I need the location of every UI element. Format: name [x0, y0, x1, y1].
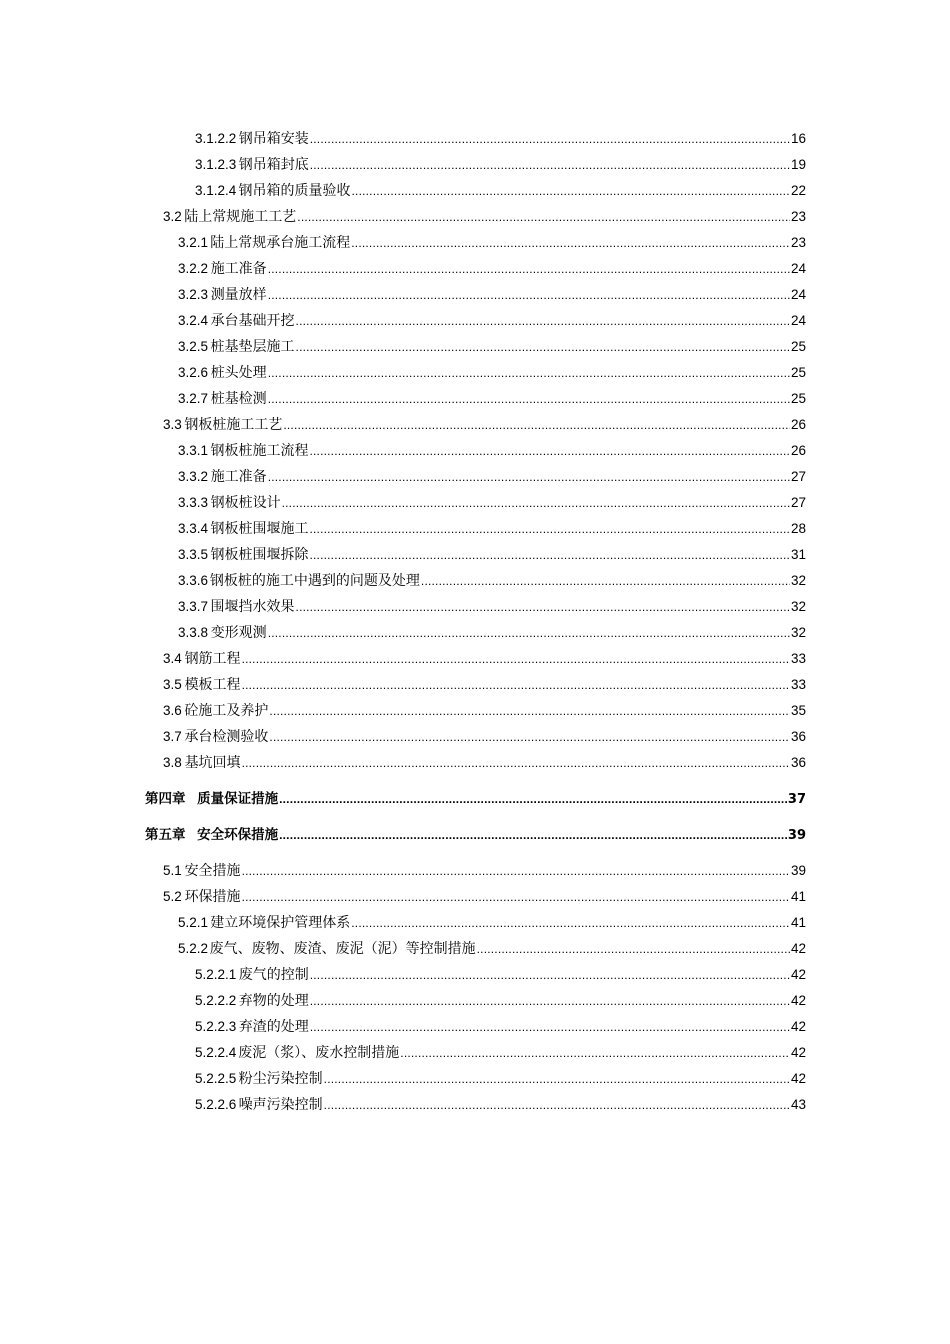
toc-entry-number: 3.2.5 — [178, 339, 209, 354]
dot-leader — [324, 1066, 790, 1092]
toc-entry-title: 钢吊箱的质量验收 — [238, 183, 351, 199]
toc-entry-number: 3.1.2.3 — [195, 157, 237, 172]
toc-entry-title: 钢吊箱封底 — [238, 157, 309, 173]
toc-entry[interactable] — [0, 256, 950, 282]
toc-entry-page-number: 42 — [790, 1045, 806, 1060]
toc-entry[interactable] — [0, 230, 950, 256]
toc-entry-title: 废气的控制 — [238, 967, 309, 983]
toc-entry-page-number: 25 — [790, 365, 806, 380]
toc-entry-title: 钢板桩施工工艺 — [184, 417, 283, 433]
toc-entry-title: 质量保证措施 — [197, 791, 279, 807]
dot-leader — [477, 936, 790, 962]
dot-leader — [268, 256, 790, 282]
toc-entry-page-number: 42 — [790, 967, 806, 982]
dot-leader — [269, 724, 790, 750]
table-of-contents — [0, 126, 950, 1118]
toc-entry-page-number: 39 — [787, 828, 806, 843]
toc-entry[interactable] — [0, 1092, 950, 1118]
dot-leader — [351, 910, 790, 936]
toc-entry[interactable] — [0, 542, 950, 568]
dot-leader — [297, 204, 790, 230]
toc-entry-page-number: 23 — [790, 235, 806, 250]
toc-entry[interactable] — [0, 126, 950, 152]
toc-entry-page-number: 39 — [790, 863, 806, 878]
dot-leader — [268, 464, 790, 490]
toc-entry-title: 环保措施 — [184, 889, 241, 905]
toc-entry-page-number: 27 — [790, 495, 806, 510]
toc-entry-title: 建立环境保护管理体系 — [210, 915, 351, 931]
toc-entry-number: 3.2.2 — [178, 261, 209, 276]
toc-entry-page-number: 42 — [790, 993, 806, 1008]
toc-entry-page-number: 16 — [790, 131, 806, 146]
toc-entry-title: 弃物的处理 — [238, 993, 309, 1009]
toc-entry[interactable] — [0, 698, 950, 724]
toc-entry-number: 3.4 — [163, 651, 182, 666]
toc-entry-number: 5.2.2.5 — [195, 1071, 237, 1086]
dot-leader — [310, 152, 790, 178]
toc-entry-number: 3.2.3 — [178, 287, 209, 302]
toc-entry-page-number: 42 — [790, 941, 806, 956]
toc-entry[interactable] — [0, 672, 950, 698]
toc-entry-title: 模板工程 — [184, 677, 241, 693]
dot-leader — [400, 1040, 790, 1066]
dot-leader — [296, 334, 790, 360]
toc-entry-number: 5.2.2.6 — [195, 1097, 237, 1112]
dot-leader — [324, 1092, 790, 1118]
dot-leader — [268, 360, 790, 386]
toc-entry-number: 5.2.1 — [178, 915, 209, 930]
toc-entry-number: 3.6 — [163, 703, 182, 718]
toc-entry-number: 3.7 — [163, 729, 182, 744]
toc-entry-title: 砼施工及养护 — [184, 703, 269, 719]
toc-entry-number: 5.2 — [163, 889, 182, 904]
toc-entry-title: 围堰挡水效果 — [210, 599, 295, 615]
toc-entry[interactable] — [0, 884, 950, 910]
toc-entry-title: 桩头处理 — [210, 365, 267, 381]
toc-entry[interactable] — [0, 178, 950, 204]
toc-entry-page-number: 33 — [790, 651, 806, 666]
toc-entry[interactable] — [0, 620, 950, 646]
dot-leader — [296, 594, 790, 620]
toc-entry-number: 3.2.1 — [178, 235, 209, 250]
dot-leader — [310, 1014, 790, 1040]
toc-entry-title: 测量放样 — [210, 287, 267, 303]
toc-entry-page-number: 26 — [790, 443, 806, 458]
dot-leader — [282, 490, 790, 516]
dot-leader — [268, 282, 790, 308]
toc-entry-page-number: 37 — [787, 792, 806, 807]
toc-entry-number: 5.2.2.4 — [195, 1045, 237, 1060]
toc-entry-title: 桩基检测 — [210, 391, 267, 407]
toc-entry-page-number: 32 — [790, 625, 806, 640]
dot-leader — [351, 230, 790, 256]
toc-entry-number: 3.3 — [163, 417, 182, 432]
toc-entry-page-number: 24 — [790, 313, 806, 328]
toc-entry-number: 3.3.8 — [178, 625, 209, 640]
toc-entry-title: 桩基垫层施工 — [210, 339, 295, 355]
toc-entry-title: 废气、废物、废渣、废泥（泥）等控制措施 — [209, 941, 476, 957]
toc-entry-title: 变形观测 — [210, 625, 267, 641]
toc-entry-title: 陆上常规承台施工流程 — [210, 235, 351, 251]
toc-entry-number: 3.2.6 — [178, 365, 209, 380]
toc-entry-page-number: 43 — [790, 1097, 806, 1112]
toc-entry-page-number: 36 — [790, 729, 806, 744]
toc-entry-page-number: 32 — [790, 599, 806, 614]
toc-entry[interactable] — [0, 568, 950, 594]
toc-entry[interactable] — [0, 282, 950, 308]
toc-entry[interactable] — [0, 858, 950, 884]
toc-entry[interactable] — [0, 334, 950, 360]
toc-entry[interactable] — [0, 1014, 950, 1040]
toc-entry-page-number: 23 — [790, 209, 806, 224]
dot-leader — [268, 620, 790, 646]
dot-leader — [242, 858, 790, 884]
toc-entry-page-number: 42 — [790, 1019, 806, 1034]
dot-leader — [310, 988, 790, 1014]
toc-entry-page-number: 25 — [790, 391, 806, 406]
toc-entry-number: 3.8 — [163, 755, 182, 770]
dot-leader — [279, 781, 787, 817]
toc-entry-page-number: 26 — [790, 417, 806, 432]
toc-entry[interactable] — [0, 490, 950, 516]
dot-leader — [269, 698, 790, 724]
toc-entry-page-number: 28 — [790, 521, 806, 536]
toc-entry-number: 3.3.1 — [178, 443, 209, 458]
dot-leader — [242, 646, 790, 672]
toc-entry[interactable] — [0, 516, 950, 542]
toc-entry[interactable] — [0, 594, 950, 620]
toc-entry-number: 5.2.2.1 — [195, 967, 237, 982]
dot-leader — [309, 438, 790, 464]
toc-entry-title: 钢板桩围堰拆除 — [210, 547, 309, 563]
toc-entry-title: 钢吊箱安装 — [238, 131, 309, 147]
toc-entry-title: 钢板桩围堰施工 — [210, 521, 309, 537]
toc-entry-number: 3.2 — [163, 209, 182, 224]
dot-leader — [296, 308, 790, 334]
toc-chapter-entry[interactable] — [0, 781, 950, 817]
toc-entry-number: 3.3.7 — [178, 599, 209, 614]
toc-entry-number: 3.2.7 — [178, 391, 209, 406]
toc-entry-page-number: 41 — [790, 915, 806, 930]
dot-leader — [283, 412, 790, 438]
toc-entry[interactable] — [0, 724, 950, 750]
toc-entry-title: 粉尘污染控制 — [238, 1071, 323, 1087]
toc-entry-page-number: 33 — [790, 677, 806, 692]
toc-chapter-entry[interactable] — [0, 817, 950, 853]
toc-entry[interactable] — [0, 412, 950, 438]
toc-entry-title: 安全措施 — [184, 863, 241, 879]
dot-leader — [242, 672, 790, 698]
toc-entry-number: 3.5 — [163, 677, 182, 692]
toc-entry-page-number: 24 — [790, 287, 806, 302]
toc-entry[interactable] — [0, 936, 950, 962]
toc-entry-number: 5.2.2.3 — [195, 1019, 237, 1034]
toc-entry-number: 3.3.3 — [178, 495, 209, 510]
toc-entry-title: 基坑回填 — [184, 755, 241, 771]
dot-leader — [352, 178, 790, 204]
dot-leader — [310, 126, 790, 152]
toc-entry[interactable] — [0, 962, 950, 988]
dot-leader — [242, 884, 790, 910]
toc-entry-title: 废泥（浆）、废水控制措施 — [238, 1045, 400, 1061]
toc-entry[interactable] — [0, 360, 950, 386]
toc-entry-number: 3.3.4 — [178, 521, 209, 536]
dot-leader — [279, 817, 787, 853]
toc-entry-title: 陆上常规施工工艺 — [184, 209, 297, 225]
toc-entry[interactable] — [0, 1040, 950, 1066]
toc-entry-page-number: 36 — [790, 755, 806, 770]
toc-entry-title: 安全环保措施 — [197, 827, 279, 843]
toc-entry[interactable] — [0, 1066, 950, 1092]
toc-entry[interactable] — [0, 386, 950, 412]
dot-leader — [309, 516, 790, 542]
dot-leader — [310, 962, 790, 988]
toc-entry-number: 3.1.2.2 — [195, 131, 237, 146]
toc-entry-number: 5.1 — [163, 863, 182, 878]
toc-entry-title: 弃渣的处理 — [238, 1019, 309, 1035]
dot-leader — [421, 568, 790, 594]
toc-entry-page-number: 32 — [790, 573, 806, 588]
toc-entry-number: 5.2.2.2 — [195, 993, 237, 1008]
toc-entry-title: 钢板桩的施工中遇到的问题及处理 — [209, 573, 420, 589]
toc-entry-title: 钢筋工程 — [184, 651, 241, 667]
toc-entry-title: 承台检测验收 — [184, 729, 269, 745]
toc-entry-page-number: 35 — [790, 703, 806, 718]
toc-entry-page-number: 27 — [790, 469, 806, 484]
toc-entry[interactable] — [0, 750, 950, 776]
toc-entry-page-number: 41 — [790, 889, 806, 904]
toc-entry[interactable] — [0, 152, 950, 178]
toc-entry-title: 施工准备 — [210, 469, 267, 485]
toc-entry-number: 第四章 — [145, 791, 186, 807]
toc-entry-number: 3.1.2.4 — [195, 183, 237, 198]
toc-entry-title: 钢板桩设计 — [210, 495, 281, 511]
toc-entry[interactable] — [0, 204, 950, 230]
toc-entry-number: 5.2.2 — [178, 941, 209, 956]
toc-entry-title: 噪声污染控制 — [238, 1097, 323, 1113]
toc-entry-page-number: 22 — [790, 183, 806, 198]
toc-entry-title: 承台基础开挖 — [210, 313, 295, 329]
toc-entry-number: 3.3.5 — [178, 547, 209, 562]
toc-entry-page-number: 42 — [790, 1071, 806, 1086]
toc-entry-number: 3.3.6 — [178, 573, 209, 588]
toc-entry-title: 钢板桩施工流程 — [210, 443, 309, 459]
toc-entry-page-number: 25 — [790, 339, 806, 354]
toc-entry-page-number: 19 — [790, 157, 806, 172]
toc-entry-page-number: 31 — [790, 547, 806, 562]
toc-entry[interactable] — [0, 910, 950, 936]
dot-leader — [309, 542, 790, 568]
toc-entry-number: 3.2.4 — [178, 313, 209, 328]
toc-entry[interactable] — [0, 646, 950, 672]
toc-entry[interactable] — [0, 438, 950, 464]
dot-leader — [242, 750, 790, 776]
toc-entry-title: 施工准备 — [210, 261, 267, 277]
toc-entry[interactable] — [0, 464, 950, 490]
toc-entry-number: 第五章 — [145, 827, 186, 843]
toc-entry-page-number: 24 — [790, 261, 806, 276]
toc-entry[interactable] — [0, 988, 950, 1014]
toc-entry[interactable] — [0, 308, 950, 334]
toc-entry-number: 3.3.2 — [178, 469, 209, 484]
dot-leader — [268, 386, 790, 412]
